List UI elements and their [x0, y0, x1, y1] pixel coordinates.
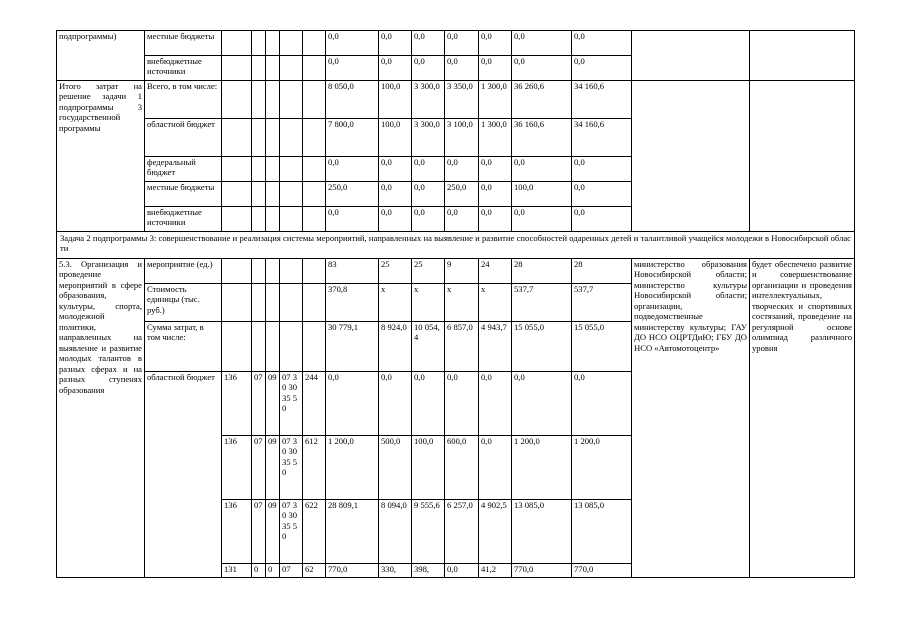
- cell: 0,0: [412, 31, 445, 56]
- code-cell: [252, 322, 266, 372]
- value-cell: 1 300,0: [479, 119, 512, 157]
- value-cell: 6 257,0: [445, 500, 479, 564]
- cell: 0,0: [379, 56, 412, 81]
- code-cell: [266, 182, 280, 207]
- code-cell: [303, 207, 326, 232]
- value-cell: 7 800,0: [326, 119, 379, 157]
- code-cell: 09: [266, 436, 280, 500]
- value-cell: 0,0: [479, 436, 512, 500]
- value-cell: х: [479, 284, 512, 322]
- value-cell: 30 779,1: [326, 322, 379, 372]
- cell: [750, 31, 855, 81]
- value-cell: 13 085,0: [572, 500, 632, 564]
- code-cell: [252, 182, 266, 207]
- code-cell: [222, 81, 252, 119]
- value-cell: 28 809,1: [326, 500, 379, 564]
- value-cell: 8 924,0: [379, 322, 412, 372]
- code-cell: 136: [222, 500, 252, 564]
- code-cell: [280, 259, 303, 284]
- code-cell: [280, 157, 303, 182]
- code-cell: [303, 157, 326, 182]
- value-cell: 34 160,6: [572, 81, 632, 119]
- value-cell: 28: [572, 259, 632, 284]
- code-cell: [252, 207, 266, 232]
- value-cell: 0,0: [412, 372, 445, 436]
- code-cell: [252, 119, 266, 157]
- value-cell: 0,0: [379, 157, 412, 182]
- value-cell: 0,0: [479, 372, 512, 436]
- value-cell: 3 300,0: [412, 119, 445, 157]
- value-cell: 0,0: [572, 372, 632, 436]
- value-cell: 0,0: [412, 182, 445, 207]
- value-cell: 3 100,0: [445, 119, 479, 157]
- cell: 0,0: [512, 31, 572, 56]
- code-cell: 0: [266, 564, 280, 578]
- total-label: Итого затрат на решение задачи 1 подпрограммы 3 государственной программы: [57, 81, 145, 232]
- table-row: [57, 81, 855, 119]
- cell: 0,0: [445, 31, 479, 56]
- code-cell: [266, 157, 280, 182]
- code-cell: [280, 119, 303, 157]
- value-cell: 537,7: [512, 284, 572, 322]
- value-cell: 6 857,0: [445, 322, 479, 372]
- cell: [280, 31, 303, 56]
- cell: [266, 56, 280, 81]
- value-cell: 770,0: [512, 564, 572, 578]
- code-cell: [280, 81, 303, 119]
- value-cell: 0,0: [326, 157, 379, 182]
- value-cell: 15 055,0: [512, 322, 572, 372]
- code-cell: 09: [266, 500, 280, 564]
- result-cell: [750, 81, 855, 232]
- code-cell: 131: [222, 564, 252, 578]
- code-cell: [280, 284, 303, 322]
- cell: [222, 31, 252, 56]
- value-cell: 250,0: [326, 182, 379, 207]
- value-cell: 100,0: [512, 182, 572, 207]
- value-cell: 4 943,7: [479, 322, 512, 372]
- cell: [252, 56, 266, 81]
- value-cell: 370,8: [326, 284, 379, 322]
- code-cell: 0: [252, 564, 266, 578]
- cell: 0,0: [445, 56, 479, 81]
- cell: 0,0: [572, 56, 632, 81]
- value-cell: 8 050,0: [326, 81, 379, 119]
- cell: [632, 31, 750, 81]
- cell: [303, 56, 326, 81]
- value-cell: 8 094,0: [379, 500, 412, 564]
- value-cell: 9 555,6: [412, 500, 445, 564]
- fund-type: Сумма затрат, в том числе:: [145, 322, 222, 372]
- code-cell: 07 30 30 35 50: [280, 500, 303, 564]
- cell: 0,0: [512, 56, 572, 81]
- value-cell: 36 260,6: [512, 81, 572, 119]
- code-cell: 07 30 30 35 50: [280, 436, 303, 500]
- value-cell: 25: [412, 259, 445, 284]
- executors-cell: министерство образования Новосибирской области; министерство культуры Новосибирской области; организации, подведомственные министерству культуры; ГАУ ДО НСО ОЦРТДиЮ; ГБУ ДО НСО «Автомотоцентр»: [632, 259, 750, 578]
- value-cell: 0,0: [445, 207, 479, 232]
- task-header-row: [57, 232, 855, 259]
- code-cell: [266, 322, 280, 372]
- result-cell: будет обеспечено развитие и совершенствование организации и проведения интеллектуальных, творческих и спортивных состязаний, проведение на регулярной основе олимпиад различного уровня: [750, 259, 855, 578]
- value-cell: 250,0: [445, 182, 479, 207]
- code-cell: [222, 157, 252, 182]
- code-cell: [266, 284, 280, 322]
- value-cell: 4 902,5: [479, 500, 512, 564]
- fund-type: местные бюджеты: [145, 31, 222, 56]
- value-cell: 15 055,0: [572, 322, 632, 372]
- code-cell: 612: [303, 436, 326, 500]
- code-cell: [303, 284, 326, 322]
- budget-table: [56, 30, 855, 578]
- code-cell: 07 30 30 35 50: [280, 372, 303, 436]
- table-row: [57, 31, 855, 56]
- cell: [280, 56, 303, 81]
- value-cell: 0,0: [326, 207, 379, 232]
- executors-cell: [632, 81, 750, 232]
- fund-type: Стоимость единицы (тыс. руб.): [145, 284, 222, 322]
- code-cell: [252, 284, 266, 322]
- code-cell: [266, 119, 280, 157]
- value-cell: 770,0: [572, 564, 632, 578]
- fund-type: областной бюджет: [145, 372, 222, 578]
- code-cell: [252, 259, 266, 284]
- cell: 0,0: [479, 31, 512, 56]
- code-cell: [266, 81, 280, 119]
- activity-label: 5.3. Организация и проведение мероприятий в сфере образования, культуры, спорта, молодежной политики, направленных на выявление и развитие молодых талантов в разных сферах и на разных ступенях образования: [57, 259, 145, 578]
- value-cell: х: [412, 284, 445, 322]
- value-cell: 36 160,6: [512, 119, 572, 157]
- code-cell: 136: [222, 436, 252, 500]
- code-cell: [303, 182, 326, 207]
- budget-table-page: [56, 30, 855, 578]
- value-cell: 0,0: [572, 182, 632, 207]
- value-cell: 600,0: [445, 436, 479, 500]
- fund-type: областной бюджет: [145, 119, 222, 157]
- value-cell: 13 085,0: [512, 500, 572, 564]
- value-cell: 28: [512, 259, 572, 284]
- code-cell: [222, 284, 252, 322]
- fund-type: местные бюджеты: [145, 182, 222, 207]
- value-cell: 100,0: [379, 81, 412, 119]
- code-cell: 07: [252, 436, 266, 500]
- fund-type: внебюджетные источники: [145, 56, 222, 81]
- code-cell: 07: [252, 500, 266, 564]
- value-cell: 0,0: [379, 372, 412, 436]
- value-cell: 3 300,0: [412, 81, 445, 119]
- value-cell: 0,0: [445, 564, 479, 578]
- code-cell: 244: [303, 372, 326, 436]
- value-cell: 1 200,0: [572, 436, 632, 500]
- value-cell: 34 160,6: [572, 119, 632, 157]
- fund-type: внебюджетные источники: [145, 207, 222, 232]
- code-cell: [222, 207, 252, 232]
- value-cell: 0,0: [445, 157, 479, 182]
- table-body: [57, 31, 855, 578]
- value-cell: 0,0: [572, 157, 632, 182]
- cell: 0,0: [379, 31, 412, 56]
- value-cell: 24: [479, 259, 512, 284]
- code-cell: [222, 322, 252, 372]
- code-cell: [303, 119, 326, 157]
- value-cell: 0,0: [445, 372, 479, 436]
- value-cell: 9: [445, 259, 479, 284]
- value-cell: 770,0: [326, 564, 379, 578]
- code-cell: [222, 259, 252, 284]
- value-cell: 0,0: [479, 182, 512, 207]
- value-cell: 0,0: [512, 372, 572, 436]
- cell: [222, 56, 252, 81]
- code-cell: [280, 182, 303, 207]
- value-cell: х: [379, 284, 412, 322]
- fund-type: мероприятие (ед.): [145, 259, 222, 284]
- value-cell: 0,0: [479, 207, 512, 232]
- code-cell: [280, 322, 303, 372]
- value-cell: 0,0: [412, 157, 445, 182]
- value-cell: 0,0: [379, 207, 412, 232]
- cell: [252, 31, 266, 56]
- code-cell: [266, 259, 280, 284]
- cell: [303, 31, 326, 56]
- value-cell: 0,0: [512, 207, 572, 232]
- code-cell: [252, 157, 266, 182]
- value-cell: 0,0: [479, 157, 512, 182]
- code-cell: 62: [303, 564, 326, 578]
- cell: 0,0: [412, 56, 445, 81]
- value-cell: 100,0: [412, 436, 445, 500]
- code-cell: [222, 119, 252, 157]
- code-cell: [280, 207, 303, 232]
- code-cell: 136: [222, 372, 252, 436]
- code-cell: 07: [280, 564, 303, 578]
- value-cell: 500,0: [379, 436, 412, 500]
- value-cell: 0,0: [572, 207, 632, 232]
- code-cell: [303, 322, 326, 372]
- value-cell: 41,2: [479, 564, 512, 578]
- code-cell: 07: [252, 372, 266, 436]
- value-cell: 0,0: [412, 207, 445, 232]
- value-cell: 25: [379, 259, 412, 284]
- fund-type: Всего, в том числе:: [145, 81, 222, 119]
- cell: 0,0: [572, 31, 632, 56]
- value-cell: 1 200,0: [512, 436, 572, 500]
- cell: 0,0: [326, 56, 379, 81]
- code-cell: [303, 259, 326, 284]
- code-cell: 622: [303, 500, 326, 564]
- cell: 0,0: [479, 56, 512, 81]
- code-cell: [222, 182, 252, 207]
- value-cell: 10 054,4: [412, 322, 445, 372]
- table-row: [57, 259, 855, 284]
- code-cell: [266, 207, 280, 232]
- task2-header: Задача 2 подпрограммы 3: совершенствование и реализация системы мероприятий, направленных на выявление и развитие способностей одаренных детей и талантливой учащейся молодежи в Новосибирской области: [57, 232, 855, 259]
- code-cell: [303, 81, 326, 119]
- fund-type: федеральный бюджет: [145, 157, 222, 182]
- value-cell: 1 200,0: [326, 436, 379, 500]
- value-cell: 398,: [412, 564, 445, 578]
- value-cell: 330,: [379, 564, 412, 578]
- cell: 0,0: [326, 31, 379, 56]
- value-cell: 1 300,0: [479, 81, 512, 119]
- code-cell: [252, 81, 266, 119]
- value-cell: 537,7: [572, 284, 632, 322]
- cell: подпрограммы): [57, 31, 145, 81]
- cell: [266, 31, 280, 56]
- code-cell: 09: [266, 372, 280, 436]
- value-cell: 0,0: [379, 182, 412, 207]
- value-cell: х: [445, 284, 479, 322]
- value-cell: 100,0: [379, 119, 412, 157]
- value-cell: 83: [326, 259, 379, 284]
- value-cell: 3 350,0: [445, 81, 479, 119]
- value-cell: 0,0: [512, 157, 572, 182]
- value-cell: 0,0: [326, 372, 379, 436]
